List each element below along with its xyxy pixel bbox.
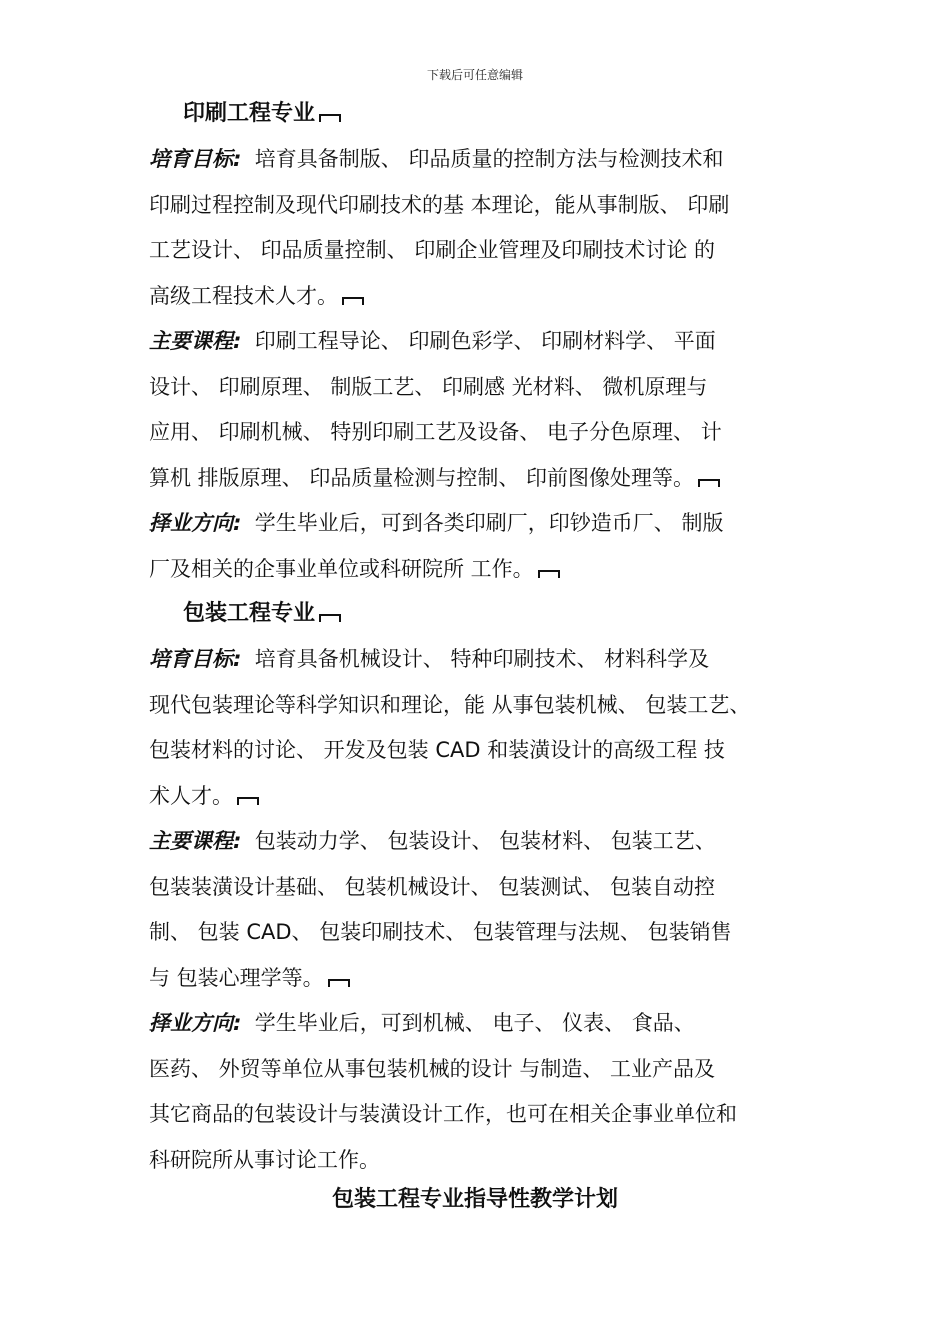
packaging-heading: 包装工程专业 <box>183 599 341 629</box>
printing-career-paragraph <box>149 501 829 592</box>
text-line: 培育目标: 培育具备机械设计、 特种印刷技术、 材料科学及 <box>149 647 710 671</box>
text-line: 主要课程: 包装动力学、 包装设计、 包装材料、 包装工艺、 <box>149 829 716 853</box>
printing-goal-paragraph <box>149 137 829 319</box>
course-label: 主要课程: <box>149 829 242 853</box>
text-line: 其它商品的包装设计与装潢设计工作，也可在相关企事业单位和 <box>149 1102 737 1126</box>
career-label: 择业方向: <box>149 511 242 535</box>
text-line: 印刷过程控制及现代印刷技术的基 本理论，能从事制版、 印刷 <box>149 192 730 217</box>
text-line: 设计、 印刷原理、 制版工艺、 印刷感 光材料、 微机原理与 <box>149 374 708 399</box>
text-line: 算机 排版原理、 印品质量检测与控制、 印前图像处理等。 <box>149 456 829 502</box>
text-line: 与 包装心理学等。 <box>149 956 829 1002</box>
text-line: 工艺设计、 印品质量控制、 印刷企业管理及印刷技术讨论 的 <box>149 238 716 262</box>
text-line: 应用、 印刷机械、 特别印刷工艺及设备、 电子分色原理、 计 <box>149 420 722 444</box>
paragraph-mark-icon <box>698 479 720 487</box>
paragraph-mark-icon <box>319 114 341 122</box>
packaging-goal-paragraph <box>149 637 829 819</box>
packaging-career-paragraph <box>149 1001 829 1183</box>
text-line: 高级工程技术人才。 <box>149 274 829 320</box>
text-line: 现代包装理论等科学知识和理论，能 从事包装机械、 包装工艺、 <box>149 692 751 717</box>
career-label: 择业方向: <box>149 1011 242 1035</box>
text-line: 主要课程: 印刷工程导论、 印刷色彩学、 印刷材料学、 平面 <box>149 329 716 353</box>
text-line: 培育目标: 培育具备制版、 印品质量的控制方法与检测技术和 <box>149 147 724 171</box>
goal-label: 培育目标: <box>149 647 242 671</box>
text-line: 包装材料的讨论、 开发及包装 CAD 和装潢设计的高级工程 技 <box>149 738 725 762</box>
text-line: 包装装潢设计基础、 包装机械设计、 包装测试、 包装自动控 <box>149 874 716 899</box>
text-line: 择业方向: 学生毕业后，可到各类印刷厂，印钞造币厂、 制版 <box>149 511 724 535</box>
teaching-plan-title: 包装工程专业指导性教学计划 <box>331 1187 618 1212</box>
text-line: 厂及相关的企事业单位或科研院所 工作。 <box>149 547 829 593</box>
goal-label: 培育目标: <box>149 147 242 171</box>
paragraph-mark-icon <box>342 297 364 305</box>
printing-course-paragraph <box>149 319 829 501</box>
text-line: 择业方向: 学生毕业后，可到机械、 电子、 仪表、 食品、 <box>149 1011 695 1035</box>
text-line: 医药、 外贸等单位从事包装机械的设计 与制造、 工业产品及 <box>149 1056 716 1081</box>
paragraph-mark-icon <box>237 797 259 805</box>
paragraph-mark-icon <box>328 979 350 987</box>
paragraph-mark-icon <box>538 570 560 578</box>
paragraph-mark-icon <box>319 614 341 622</box>
course-label: 主要课程: <box>149 329 242 353</box>
printing-heading: 印刷工程专业 <box>183 99 341 129</box>
text-line: 术人才。 <box>149 774 829 820</box>
page-header: 下载后可任意编辑 <box>426 68 523 82</box>
text-line: 科研院所从事讨论工作。 <box>149 1147 380 1172</box>
text-line: 制、 包装 CAD、 包装印刷技术、 包装管理与法规、 包装销售 <box>149 920 732 944</box>
packaging-course-paragraph <box>149 819 829 1001</box>
